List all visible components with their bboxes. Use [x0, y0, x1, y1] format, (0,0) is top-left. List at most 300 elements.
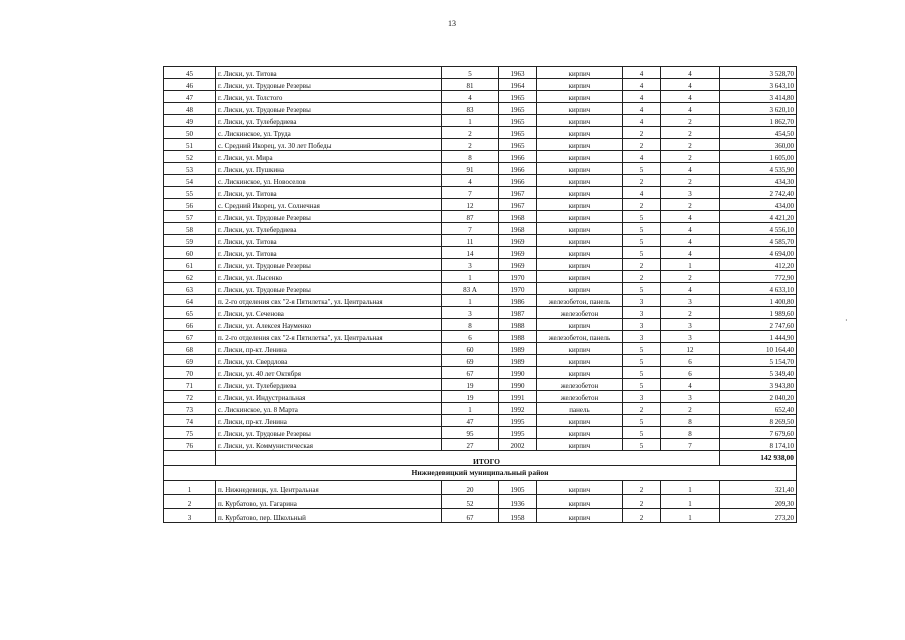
area-cell: 1 989,60: [720, 307, 797, 319]
house-number-cell: 4: [442, 175, 499, 187]
address-cell: г. Лиски, ул. Индустриальная: [216, 391, 442, 403]
year-cell: 1991: [499, 391, 537, 403]
entrances-cell: 12: [661, 343, 720, 355]
area-cell: 4 421,20: [720, 211, 797, 223]
table-row: [164, 283, 797, 295]
table-row: [164, 151, 797, 163]
floors-cell: 2: [623, 271, 661, 283]
floors-cell: 2: [623, 495, 661, 509]
year-cell: 1990: [499, 367, 537, 379]
house-number-cell: 47: [442, 415, 499, 427]
year-cell: 1968: [499, 211, 537, 223]
entrances-cell: 2: [661, 307, 720, 319]
entrances-cell: 3: [661, 295, 720, 307]
row-number: 49: [164, 115, 216, 127]
floors-cell: 5: [623, 415, 661, 427]
year-cell: 1968: [499, 223, 537, 235]
material-cell: железобетон: [537, 391, 623, 403]
material-cell: кирпич: [537, 319, 623, 331]
floors-cell: 4: [623, 67, 661, 79]
year-cell: 1967: [499, 187, 537, 199]
entrances-cell: 2: [661, 175, 720, 187]
entrances-cell: 2: [661, 151, 720, 163]
area-cell: 772,90: [720, 271, 797, 283]
entrances-cell: 4: [661, 103, 720, 115]
entrances-cell: 2: [661, 199, 720, 211]
house-number-cell: 4: [442, 91, 499, 103]
row-number: 54: [164, 175, 216, 187]
material-cell: железобетон: [537, 307, 623, 319]
material-cell: кирпич: [537, 247, 623, 259]
entrances-cell: 4: [661, 211, 720, 223]
material-cell: кирпич: [537, 271, 623, 283]
material-cell: кирпич: [537, 509, 623, 523]
area-cell: 3 414,80: [720, 91, 797, 103]
area-cell: 434,00: [720, 199, 797, 211]
total-label: ИТОГО: [216, 451, 720, 466]
floors-cell: 2: [623, 259, 661, 271]
row-number: 75: [164, 427, 216, 439]
address-cell: г. Лиски, ул. Титова: [216, 67, 442, 79]
address-cell: г. Лиски, ул. Лысенко: [216, 271, 442, 283]
material-cell: кирпич: [537, 259, 623, 271]
table-row: [164, 271, 797, 283]
floors-cell: 2: [623, 481, 661, 495]
area-cell: 3 620,10: [720, 103, 797, 115]
address-cell: г. Лиски, ул. Мира: [216, 151, 442, 163]
row-number: 59: [164, 235, 216, 247]
year-cell: 1966: [499, 151, 537, 163]
row-number: 65: [164, 307, 216, 319]
area-cell: 273,20: [720, 509, 797, 523]
row-number: 1: [164, 481, 216, 495]
table-row: [164, 481, 797, 495]
table-row: [164, 259, 797, 271]
area-cell: 1 400,80: [720, 295, 797, 307]
area-cell: 5 349,40: [720, 367, 797, 379]
total-area: 142 938,00: [720, 451, 797, 466]
house-number-cell: 11: [442, 235, 499, 247]
house-number-cell: 3: [442, 259, 499, 271]
floors-cell: 3: [623, 295, 661, 307]
entrances-cell: 8: [661, 427, 720, 439]
floors-cell: 5: [623, 235, 661, 247]
material-cell: кирпич: [537, 235, 623, 247]
table-row: [164, 115, 797, 127]
address-cell: г. Лиски, ул. Трудовые Резервы: [216, 103, 442, 115]
address-cell: г. Лиски, ул. Тулебердиева: [216, 115, 442, 127]
house-number-cell: 83: [442, 103, 499, 115]
house-number-cell: 27: [442, 439, 499, 451]
floors-cell: 5: [623, 223, 661, 235]
house-number-cell: 7: [442, 187, 499, 199]
area-cell: 321,40: [720, 481, 797, 495]
entrances-cell: 1: [661, 495, 720, 509]
row-number: 51: [164, 139, 216, 151]
address-cell: с. Лискинское, ул. 8 Марта: [216, 403, 442, 415]
material-cell: кирпич: [537, 139, 623, 151]
material-cell: кирпич: [537, 103, 623, 115]
floors-cell: 4: [623, 79, 661, 91]
year-cell: 1969: [499, 247, 537, 259]
row-number: 72: [164, 391, 216, 403]
year-cell: 1988: [499, 319, 537, 331]
table-row: [164, 391, 797, 403]
floors-cell: 2: [623, 403, 661, 415]
house-number-cell: 1: [442, 295, 499, 307]
floors-cell: 5: [623, 439, 661, 451]
address-cell: г. Лиски, ул. Пушкина: [216, 163, 442, 175]
area-cell: 5 154,70: [720, 355, 797, 367]
house-number-cell: 2: [442, 139, 499, 151]
material-cell: кирпич: [537, 199, 623, 211]
row-number: 62: [164, 271, 216, 283]
house-number-cell: 19: [442, 379, 499, 391]
address-cell: г. Лиски, ул. Трудовые Резервы: [216, 259, 442, 271]
address-cell: п. 2-го отделения свх "2-я Пятилетка", ул. Центральная: [216, 295, 442, 307]
material-cell: кирпич: [537, 283, 623, 295]
year-cell: 1969: [499, 235, 537, 247]
table-row: [164, 139, 797, 151]
area-cell: 2 747,60: [720, 319, 797, 331]
year-cell: 1989: [499, 343, 537, 355]
entrances-cell: 3: [661, 391, 720, 403]
address-cell: п. 2-го отделения свх "2-я Пятилетка", ул. Центральная: [216, 331, 442, 343]
row-number: 69: [164, 355, 216, 367]
house-number-cell: 91: [442, 163, 499, 175]
floors-cell: 3: [623, 331, 661, 343]
section-row: [164, 466, 797, 481]
floors-cell: 2: [623, 175, 661, 187]
row-number: 63: [164, 283, 216, 295]
area-cell: 4 633,10: [720, 283, 797, 295]
address-cell: с. Лискинское, ул. Труда: [216, 127, 442, 139]
table-row: [164, 415, 797, 427]
floors-cell: 4: [623, 91, 661, 103]
table-row: [164, 319, 797, 331]
row-number: 64: [164, 295, 216, 307]
area-cell: 10 164,40: [720, 343, 797, 355]
area-cell: 1 444,90: [720, 331, 797, 343]
floors-cell: 5: [623, 211, 661, 223]
floors-cell: 5: [623, 343, 661, 355]
floors-cell: 4: [623, 187, 661, 199]
house-number-cell: 12: [442, 199, 499, 211]
total-empty-cell: [164, 451, 216, 466]
edge-mark: ·: [845, 316, 848, 325]
row-number: 52: [164, 151, 216, 163]
address-cell: г. Лиски, ул. Трудовые Резервы: [216, 283, 442, 295]
material-cell: кирпич: [537, 367, 623, 379]
year-cell: 1936: [499, 495, 537, 509]
row-number: 47: [164, 91, 216, 103]
material-cell: кирпич: [537, 151, 623, 163]
year-cell: 1967: [499, 199, 537, 211]
table-row: [164, 343, 797, 355]
house-number-cell: 1: [442, 271, 499, 283]
area-cell: 3 943,80: [720, 379, 797, 391]
material-cell: кирпич: [537, 415, 623, 427]
address-cell: г. Лиски, ул. Титова: [216, 235, 442, 247]
area-cell: 454,50: [720, 127, 797, 139]
house-number-cell: 6: [442, 331, 499, 343]
year-cell: 1992: [499, 403, 537, 415]
row-number: 71: [164, 379, 216, 391]
table-body-nizhnedevitsk: [164, 481, 797, 523]
house-number-cell: 20: [442, 481, 499, 495]
entrances-cell: 7: [661, 439, 720, 451]
area-cell: 4 585,70: [720, 235, 797, 247]
entrances-cell: 2: [661, 403, 720, 415]
entrances-cell: 1: [661, 481, 720, 495]
table-row: [164, 509, 797, 523]
year-cell: 1966: [499, 163, 537, 175]
address-cell: с. Средний Икорец, ул. Солнечная: [216, 199, 442, 211]
row-number: 2: [164, 495, 216, 509]
row-number: 48: [164, 103, 216, 115]
house-number-cell: 1: [442, 403, 499, 415]
table-body-liski: [164, 67, 797, 451]
year-cell: 1905: [499, 481, 537, 495]
row-number: 53: [164, 163, 216, 175]
year-cell: 1965: [499, 103, 537, 115]
table-row: [164, 295, 797, 307]
house-number-cell: 67: [442, 509, 499, 523]
address-cell: г. Лиски, ул. 40 лет Октября: [216, 367, 442, 379]
address-cell: п. Курбатово, ул. Гагарина: [216, 495, 442, 509]
table-row: [164, 379, 797, 391]
material-cell: кирпич: [537, 223, 623, 235]
house-number-cell: 83 А: [442, 283, 499, 295]
year-cell: 1965: [499, 127, 537, 139]
area-cell: 412,20: [720, 259, 797, 271]
row-number: 61: [164, 259, 216, 271]
table-row: [164, 67, 797, 79]
address-cell: с. Лискинское, ул. Новоселов: [216, 175, 442, 187]
material-cell: кирпич: [537, 211, 623, 223]
entrances-cell: 4: [661, 67, 720, 79]
row-number: 60: [164, 247, 216, 259]
material-cell: кирпич: [537, 481, 623, 495]
year-cell: 1989: [499, 355, 537, 367]
house-number-cell: 19: [442, 391, 499, 403]
house-number-cell: 2: [442, 127, 499, 139]
area-cell: 8 269,50: [720, 415, 797, 427]
house-number-cell: 81: [442, 79, 499, 91]
area-cell: 360,00: [720, 139, 797, 151]
entrances-cell: 1: [661, 509, 720, 523]
row-number: 56: [164, 199, 216, 211]
entrances-cell: 2: [661, 139, 720, 151]
address-cell: г. Лиски, ул. Свердлова: [216, 355, 442, 367]
year-cell: 1970: [499, 283, 537, 295]
address-cell: г. Лиски, ул. Коммунистическая: [216, 439, 442, 451]
table-summary: [164, 451, 797, 481]
material-cell: железобетон, панель: [537, 331, 623, 343]
year-cell: 1987: [499, 307, 537, 319]
row-number: 50: [164, 127, 216, 139]
house-number-cell: 52: [442, 495, 499, 509]
entrances-cell: 8: [661, 415, 720, 427]
housing-table: [163, 66, 797, 523]
section-title: Нижнедевицкий муниципальный район: [164, 466, 797, 481]
floors-cell: 5: [623, 163, 661, 175]
row-number: 3: [164, 509, 216, 523]
table-row: [164, 355, 797, 367]
address-cell: г. Лиски, ул. Трудовые Резервы: [216, 211, 442, 223]
year-cell: 1966: [499, 175, 537, 187]
address-cell: г. Лиски, ул. Трудовые Резервы: [216, 427, 442, 439]
row-number: 57: [164, 211, 216, 223]
house-number-cell: 69: [442, 355, 499, 367]
material-cell: панель: [537, 403, 623, 415]
row-number: 76: [164, 439, 216, 451]
floors-cell: 4: [623, 115, 661, 127]
table-row: [164, 331, 797, 343]
year-cell: 1969: [499, 259, 537, 271]
table-row: [164, 127, 797, 139]
year-cell: 1965: [499, 91, 537, 103]
material-cell: кирпич: [537, 439, 623, 451]
row-number: 46: [164, 79, 216, 91]
row-number: 58: [164, 223, 216, 235]
area-cell: 1 862,70: [720, 115, 797, 127]
year-cell: 1995: [499, 427, 537, 439]
table-row: [164, 427, 797, 439]
year-cell: 1995: [499, 415, 537, 427]
table-row: [164, 103, 797, 115]
row-number: 70: [164, 367, 216, 379]
area-cell: 7 679,60: [720, 427, 797, 439]
year-cell: 1986: [499, 295, 537, 307]
house-number-cell: 67: [442, 367, 499, 379]
area-cell: 4 556,10: [720, 223, 797, 235]
address-cell: п. Нижнедевицк, ул. Центральная: [216, 481, 442, 495]
entrances-cell: 3: [661, 319, 720, 331]
row-number: 73: [164, 403, 216, 415]
row-number: 66: [164, 319, 216, 331]
table-row: [164, 367, 797, 379]
material-cell: кирпич: [537, 175, 623, 187]
floors-cell: 3: [623, 391, 661, 403]
house-number-cell: 1: [442, 115, 499, 127]
year-cell: 1963: [499, 67, 537, 79]
house-number-cell: 3: [442, 307, 499, 319]
floors-cell: 5: [623, 283, 661, 295]
material-cell: кирпич: [537, 79, 623, 91]
material-cell: кирпич: [537, 495, 623, 509]
table-row: [164, 223, 797, 235]
material-cell: кирпич: [537, 343, 623, 355]
floors-cell: 3: [623, 307, 661, 319]
entrances-cell: 4: [661, 379, 720, 391]
year-cell: 1965: [499, 139, 537, 151]
year-cell: 1965: [499, 115, 537, 127]
entrances-cell: 6: [661, 355, 720, 367]
area-cell: 4 694,00: [720, 247, 797, 259]
floors-cell: 5: [623, 355, 661, 367]
area-cell: 3 528,70: [720, 67, 797, 79]
address-cell: г. Лиски, ул. Сеченова: [216, 307, 442, 319]
floors-cell: 4: [623, 151, 661, 163]
floors-cell: 5: [623, 379, 661, 391]
table-row: [164, 187, 797, 199]
area-cell: 8 174,10: [720, 439, 797, 451]
address-cell: г. Лиски, пр-кт. Ленина: [216, 415, 442, 427]
table-row: [164, 79, 797, 91]
row-number: 74: [164, 415, 216, 427]
material-cell: кирпич: [537, 355, 623, 367]
area-cell: 434,30: [720, 175, 797, 187]
floors-cell: 5: [623, 247, 661, 259]
house-number-cell: 8: [442, 319, 499, 331]
entrances-cell: 6: [661, 367, 720, 379]
material-cell: кирпич: [537, 115, 623, 127]
address-cell: г. Лиски, ул. Титова: [216, 187, 442, 199]
year-cell: 2002: [499, 439, 537, 451]
entrances-cell: 1: [661, 259, 720, 271]
table-row: [164, 91, 797, 103]
year-cell: 1988: [499, 331, 537, 343]
floors-cell: 2: [623, 199, 661, 211]
address-cell: г. Лиски, пр-кт. Ленина: [216, 343, 442, 355]
address-cell: п. Курбатово, пер. Школьный: [216, 509, 442, 523]
house-number-cell: 5: [442, 67, 499, 79]
address-cell: г. Лиски, ул. Алексея Науменко: [216, 319, 442, 331]
material-cell: кирпич: [537, 67, 623, 79]
table-row: [164, 403, 797, 415]
entrances-cell: 4: [661, 247, 720, 259]
floors-cell: 5: [623, 427, 661, 439]
floors-cell: 2: [623, 127, 661, 139]
floors-cell: 3: [623, 319, 661, 331]
material-cell: железобетон: [537, 379, 623, 391]
area-cell: 209,30: [720, 495, 797, 509]
material-cell: кирпич: [537, 127, 623, 139]
entrances-cell: 2: [661, 115, 720, 127]
house-number-cell: 14: [442, 247, 499, 259]
entrances-cell: 3: [661, 331, 720, 343]
house-number-cell: 8: [442, 151, 499, 163]
area-cell: 652,40: [720, 403, 797, 415]
page-number: 13: [448, 19, 456, 28]
year-cell: 1958: [499, 509, 537, 523]
year-cell: 1990: [499, 379, 537, 391]
entrances-cell: 3: [661, 187, 720, 199]
table-row: [164, 307, 797, 319]
area-cell: 3 643,10: [720, 79, 797, 91]
address-cell: с. Средний Икорец, ул. 30 лет Победы: [216, 139, 442, 151]
house-number-cell: 87: [442, 211, 499, 223]
material-cell: кирпич: [537, 427, 623, 439]
entrances-cell: 4: [661, 163, 720, 175]
row-number: 55: [164, 187, 216, 199]
address-cell: г. Лиски, ул. Тулебердиева: [216, 223, 442, 235]
year-cell: 1964: [499, 79, 537, 91]
material-cell: кирпич: [537, 91, 623, 103]
total-row: [164, 451, 797, 466]
table-row: [164, 235, 797, 247]
entrances-cell: 2: [661, 271, 720, 283]
entrances-cell: 2: [661, 127, 720, 139]
area-cell: 4 535,90: [720, 163, 797, 175]
material-cell: кирпич: [537, 163, 623, 175]
row-number: 67: [164, 331, 216, 343]
table-row: [164, 247, 797, 259]
area-cell: 2 742,40: [720, 187, 797, 199]
address-cell: г. Лиски, ул. Титова: [216, 247, 442, 259]
row-number: 45: [164, 67, 216, 79]
